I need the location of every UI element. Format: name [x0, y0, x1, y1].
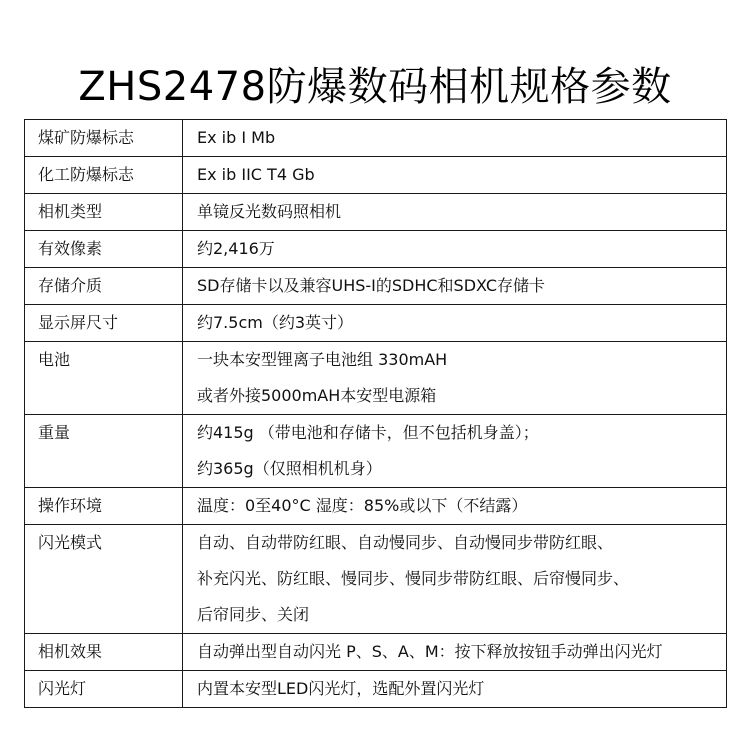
- table-row: [25, 671, 727, 708]
- row-label: 煤矿防爆标志: [25, 120, 183, 157]
- page-title: ZHS2478防爆数码相机规格参数: [78, 63, 672, 110]
- row-label: 相机效果: [25, 634, 183, 671]
- row-label: 有效像素: [25, 231, 183, 268]
- row-label: 电池: [25, 342, 183, 415]
- table-row: [25, 120, 727, 157]
- spec-table: [24, 119, 727, 708]
- table-row: [25, 415, 727, 488]
- table-row: [25, 342, 727, 415]
- row-label: 闪光灯: [25, 671, 183, 708]
- table-row: [25, 268, 727, 305]
- row-label: 化工防爆标志: [25, 157, 183, 194]
- table-row: [25, 157, 727, 194]
- table-row: [25, 305, 727, 342]
- row-label: 显示屏尺寸: [25, 305, 183, 342]
- row-label: 闪光模式: [25, 525, 183, 634]
- row-value: 单镜反光数码照相机: [183, 194, 727, 231]
- row-label: 操作环境: [25, 488, 183, 525]
- table-row: [25, 634, 727, 671]
- row-value: Ex ib IIC T4 Gb: [183, 157, 727, 194]
- table-row: [25, 488, 727, 525]
- table-row: [25, 231, 727, 268]
- table-row: [25, 194, 727, 231]
- row-value: 自动弹出型自动闪光 P、S、A、M：按下释放按钮手动弹出闪光灯: [183, 634, 727, 671]
- row-value: 自动、自动带防红眼、自动慢同步、自动慢同步带防红眼、 补充闪光、防红眼、慢同步、慢同步带防红眼、后帘慢同步、 后帘同步、关闭: [183, 525, 727, 634]
- table-row: [25, 525, 727, 634]
- row-value: SD存储卡以及兼容UHS-I的SDHC和SDXC存储卡: [183, 268, 727, 305]
- row-value: 约7.5cm（约3英寸）: [183, 305, 727, 342]
- row-value: 一块本安型锂离子电池组 330mAH 或者外接5000mAH本安型电源箱: [183, 342, 727, 415]
- row-value: 约2,416万: [183, 231, 727, 268]
- row-value: 温度：0至40°C 湿度：85%或以下（不结露）: [183, 488, 727, 525]
- row-label: 存储介质: [25, 268, 183, 305]
- row-label: 相机类型: [25, 194, 183, 231]
- row-value: 约415g （带电池和存储卡，但不包括机身盖）； 约365g（仅照相机机身）: [183, 415, 727, 488]
- row-value: 内置本安型LED闪光灯，选配外置闪光灯: [183, 671, 727, 708]
- row-value: Ex ib I Mb: [183, 120, 727, 157]
- row-label: 重量: [25, 415, 183, 488]
